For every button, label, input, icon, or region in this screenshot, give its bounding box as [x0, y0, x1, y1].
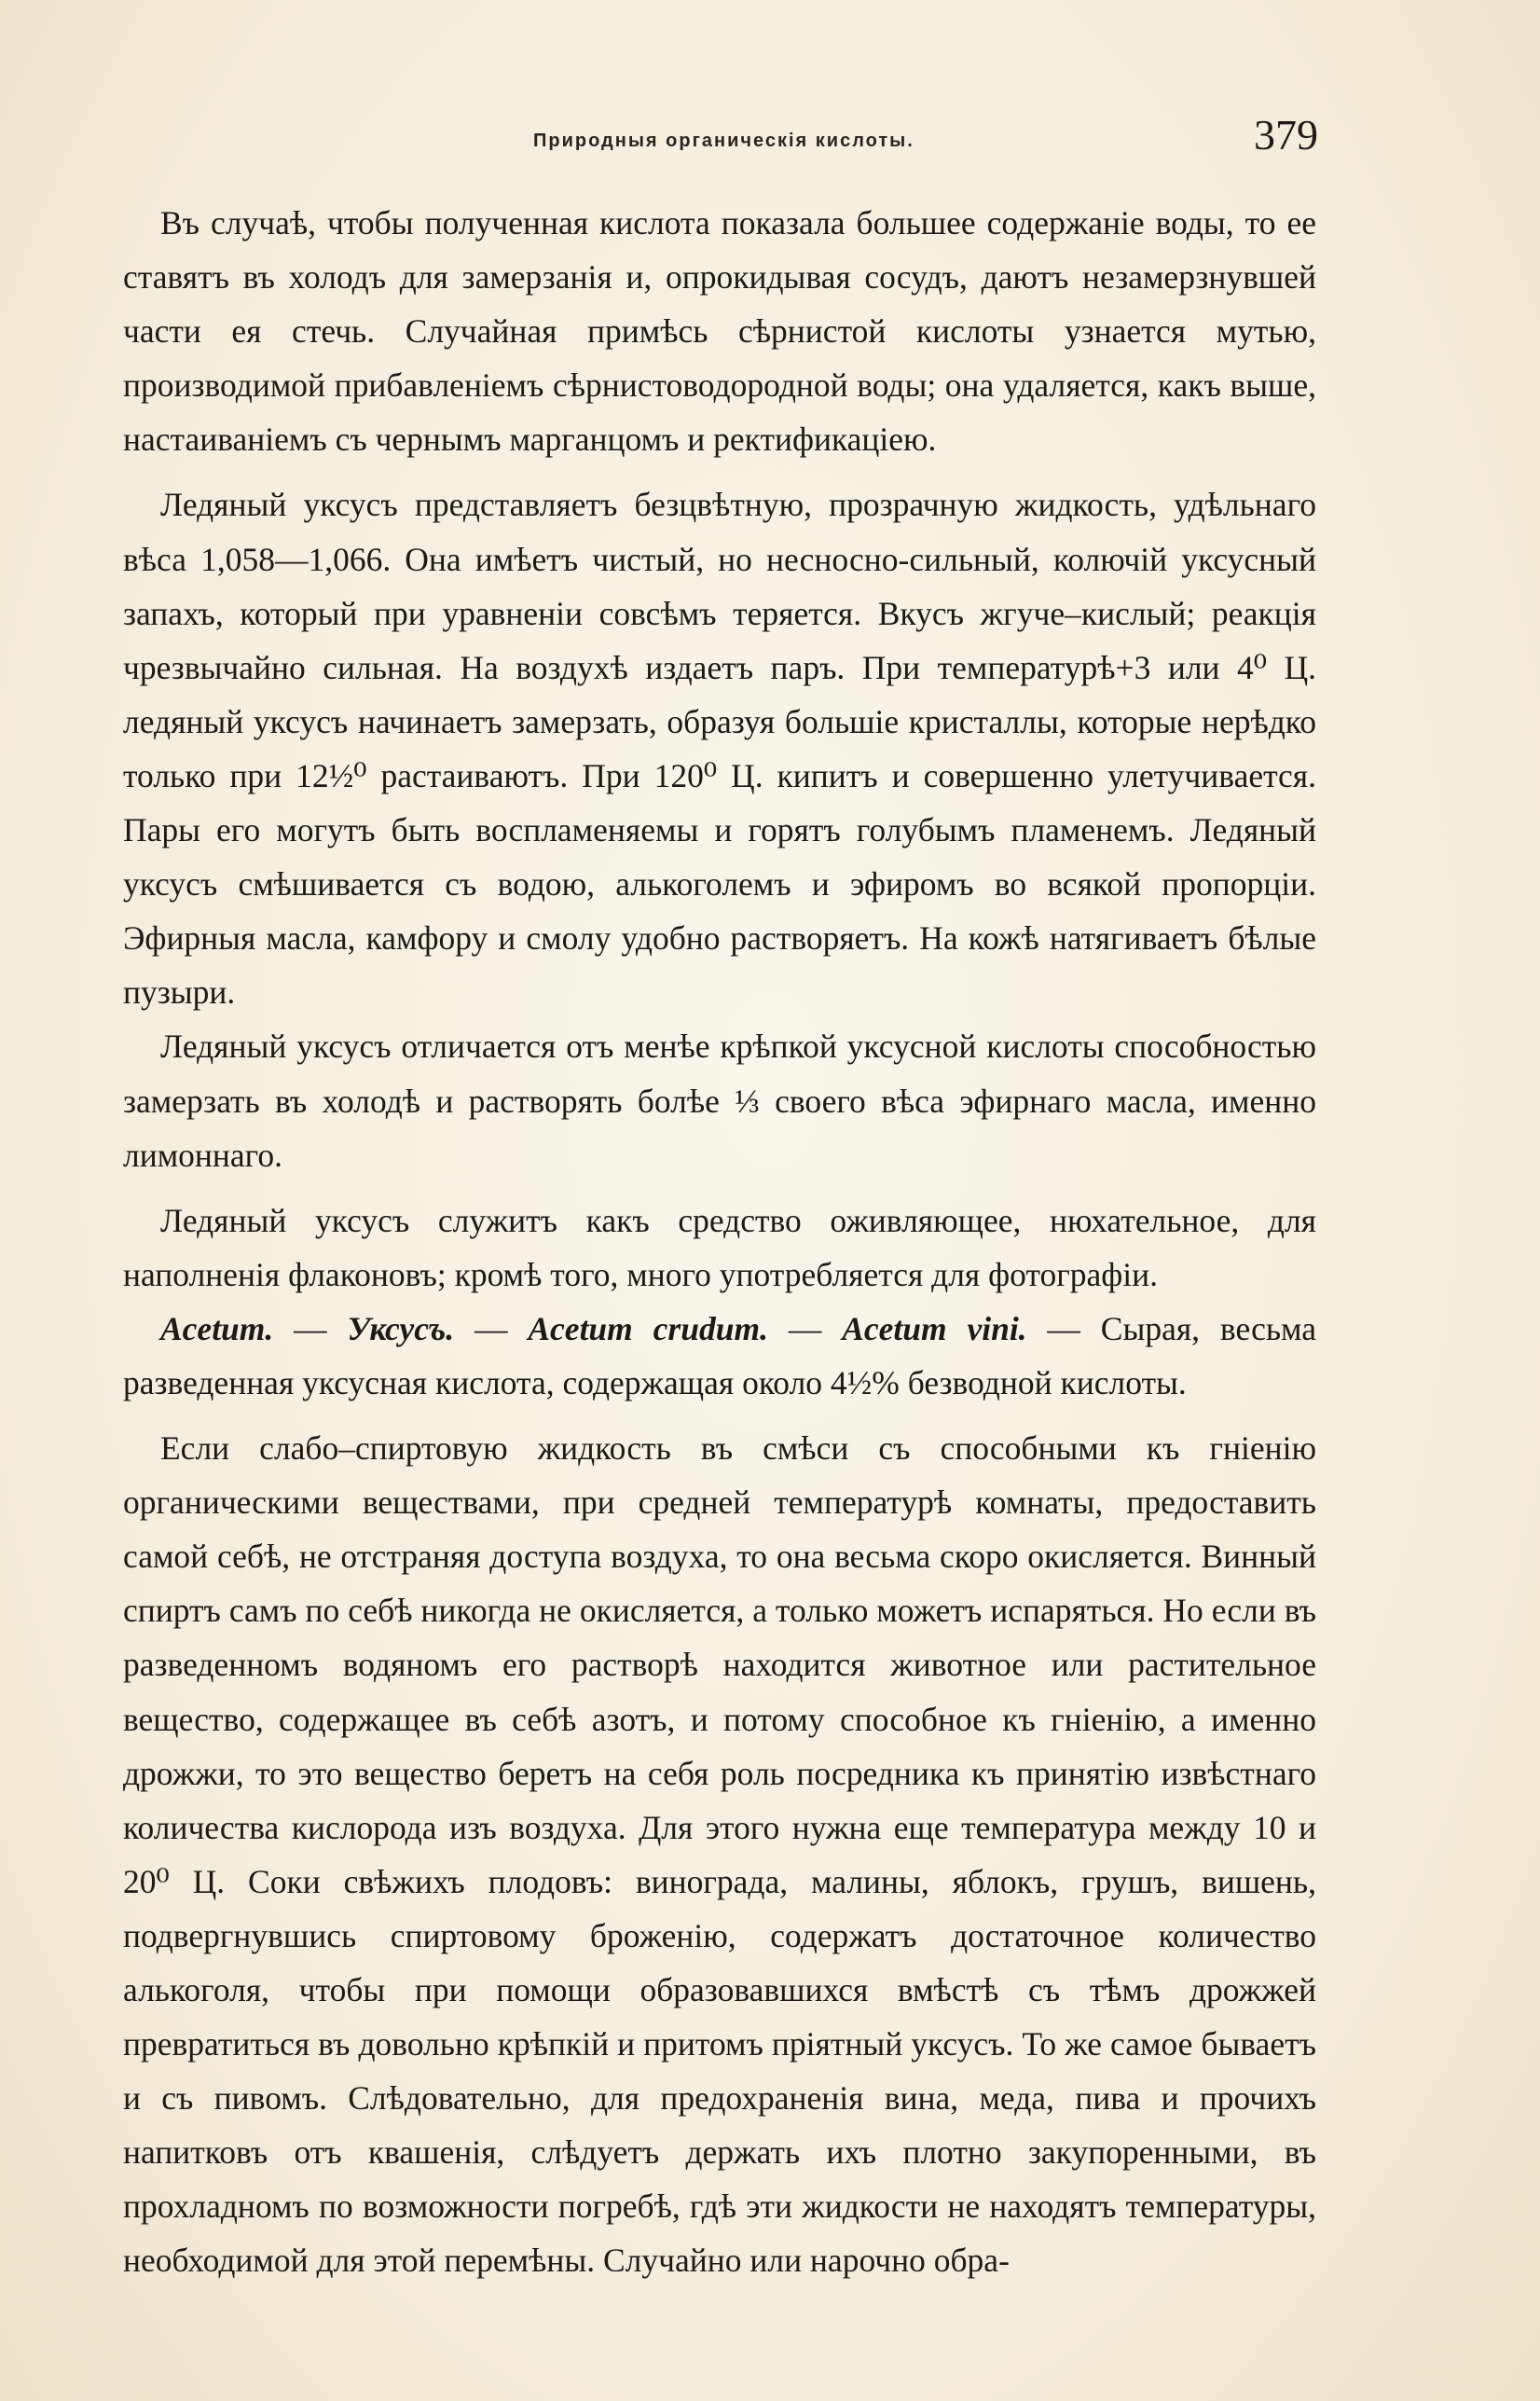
paragraph-4: Ледяный уксусъ служитъ какъ средство оживляющее, нюхательное, для наполненія флаконовъ; кромѣ того, много употребляется для фотографіи. [123, 1201, 1316, 1293]
body-text [123, 196, 1316, 2288]
running-head: Природныя органическія кислоты. [533, 131, 914, 151]
page-header [0, 110, 1540, 166]
paragraph-2: Ледяный уксусъ представляетъ безцвѣтную, прозрачную жидкость, удѣльнаго вѣса 1,058—1,066. Она имѣетъ чистый, но несносно-сильный, колючій уксусный запахъ, который при уравненіи совсѣмъ теряется. Вкусъ жгуче–кислый; реакція чрезвычайно сильная. На воздухѣ издаетъ паръ. При температурѣ+3 или 4⁰ Ц. ледяный уксусъ начинаетъ замерзать, образуя большіе кристаллы, которые нерѣдко только при 12½⁰ растаиваютъ. При 120⁰ Ц. кипитъ и совершенно улетучивается. Пары его могутъ быть воспламеняемы и горятъ голубымъ пламенемъ. Ледяный уксусъ смѣшивается съ водою, алькоголемъ и эфиромъ во всякой пропорціи. Эфирныя масла, камфору и смолу удобно растворяетъ. На кожѣ натягиваетъ бѣлые пузыри. [123, 486, 1316, 1012]
paragraph-1: Въ случаѣ, чтобы полученная кислота показала большее содержаніе воды, то ее ставятъ въ холодъ для замерзанія и, опрокидывая сосудъ, даютъ незамерзнувшей части ея стечь. Случайная примѣсь сѣрнистой кислоты узнается мутью, производимой прибавленіемъ сѣрнистоводородной воды; она удаляется, какъ выше, настаиваніемъ съ чернымъ марганцомъ и ректификаціею. [123, 204, 1316, 459]
paragraph-6: Если слабо–спиртовую жидкость въ смѣси съ способными къ гніенію органическими веществами, при средней температурѣ комнаты, предоставить самой себѣ, не отстраняя доступа воздуха, то она весьма скоро окисляется. Винный спиртъ самъ по себѣ никогда не окисляется, а только можетъ испаряться. Но если въ разведенномъ водяномъ его растворѣ находится животное или растительное вещество, содержащее въ себѣ азотъ, и потому способное къ гніенію, а именно дрожжи, то это вещество беретъ на себя роль посредника къ принятію извѣстнаго количества кислорода изъ воздуха. Для этого нужна еще температура между 10 и 20⁰ Ц. Соки свѣжихъ плодовъ: винограда, малины, яблокъ, грушъ, вишень, подвергнувшись спиртовому броженію, содержатъ достаточное количество алькоголя, чтобы при помощи образовавшихся вмѣстѣ съ тѣмъ дрожжей превратиться въ довольно крѣпкій и притомъ пріятный уксусъ. То же самое бываетъ и съ пивомъ. Слѣдовательно, для предохраненія вина, меда, пива и прочихъ напитковъ отъ квашенія, слѣдуетъ держать ихъ плотно закупоренными, въ прохладномъ по возможности погребѣ, гдѣ эти жидкости не находятъ температуры, необходимой для этой перемѣны. Случайно или нарочно обра- [123, 1429, 1316, 2280]
paragraph-5 [123, 1302, 1316, 1410]
term-acetum: Acetum. [160, 1309, 274, 1347]
dash-2: — [454, 1309, 529, 1347]
paragraph-5-text: — Сырая, весьма разведенная уксусная кислота, содержащая около 4½% безводной кислоты. [123, 1309, 1317, 1401]
page-number: 379 [1254, 111, 1318, 159]
dash-1: — [273, 1309, 348, 1347]
dash-3: — [767, 1309, 843, 1347]
paragraph-3: Ледяный уксусъ отличается отъ менѣе крѣпкой уксусной кислоты способностью замерзать въ холодѣ и растворять болѣе ⅓ своего вѣса эфирнаго масла, именно лимоннаго. [123, 1028, 1316, 1174]
term-uksus: Уксусъ. [347, 1309, 455, 1347]
term-acetum-vini: Acetum vini. [842, 1309, 1027, 1347]
term-acetum-crudum: Acetum crudum. [528, 1309, 768, 1347]
